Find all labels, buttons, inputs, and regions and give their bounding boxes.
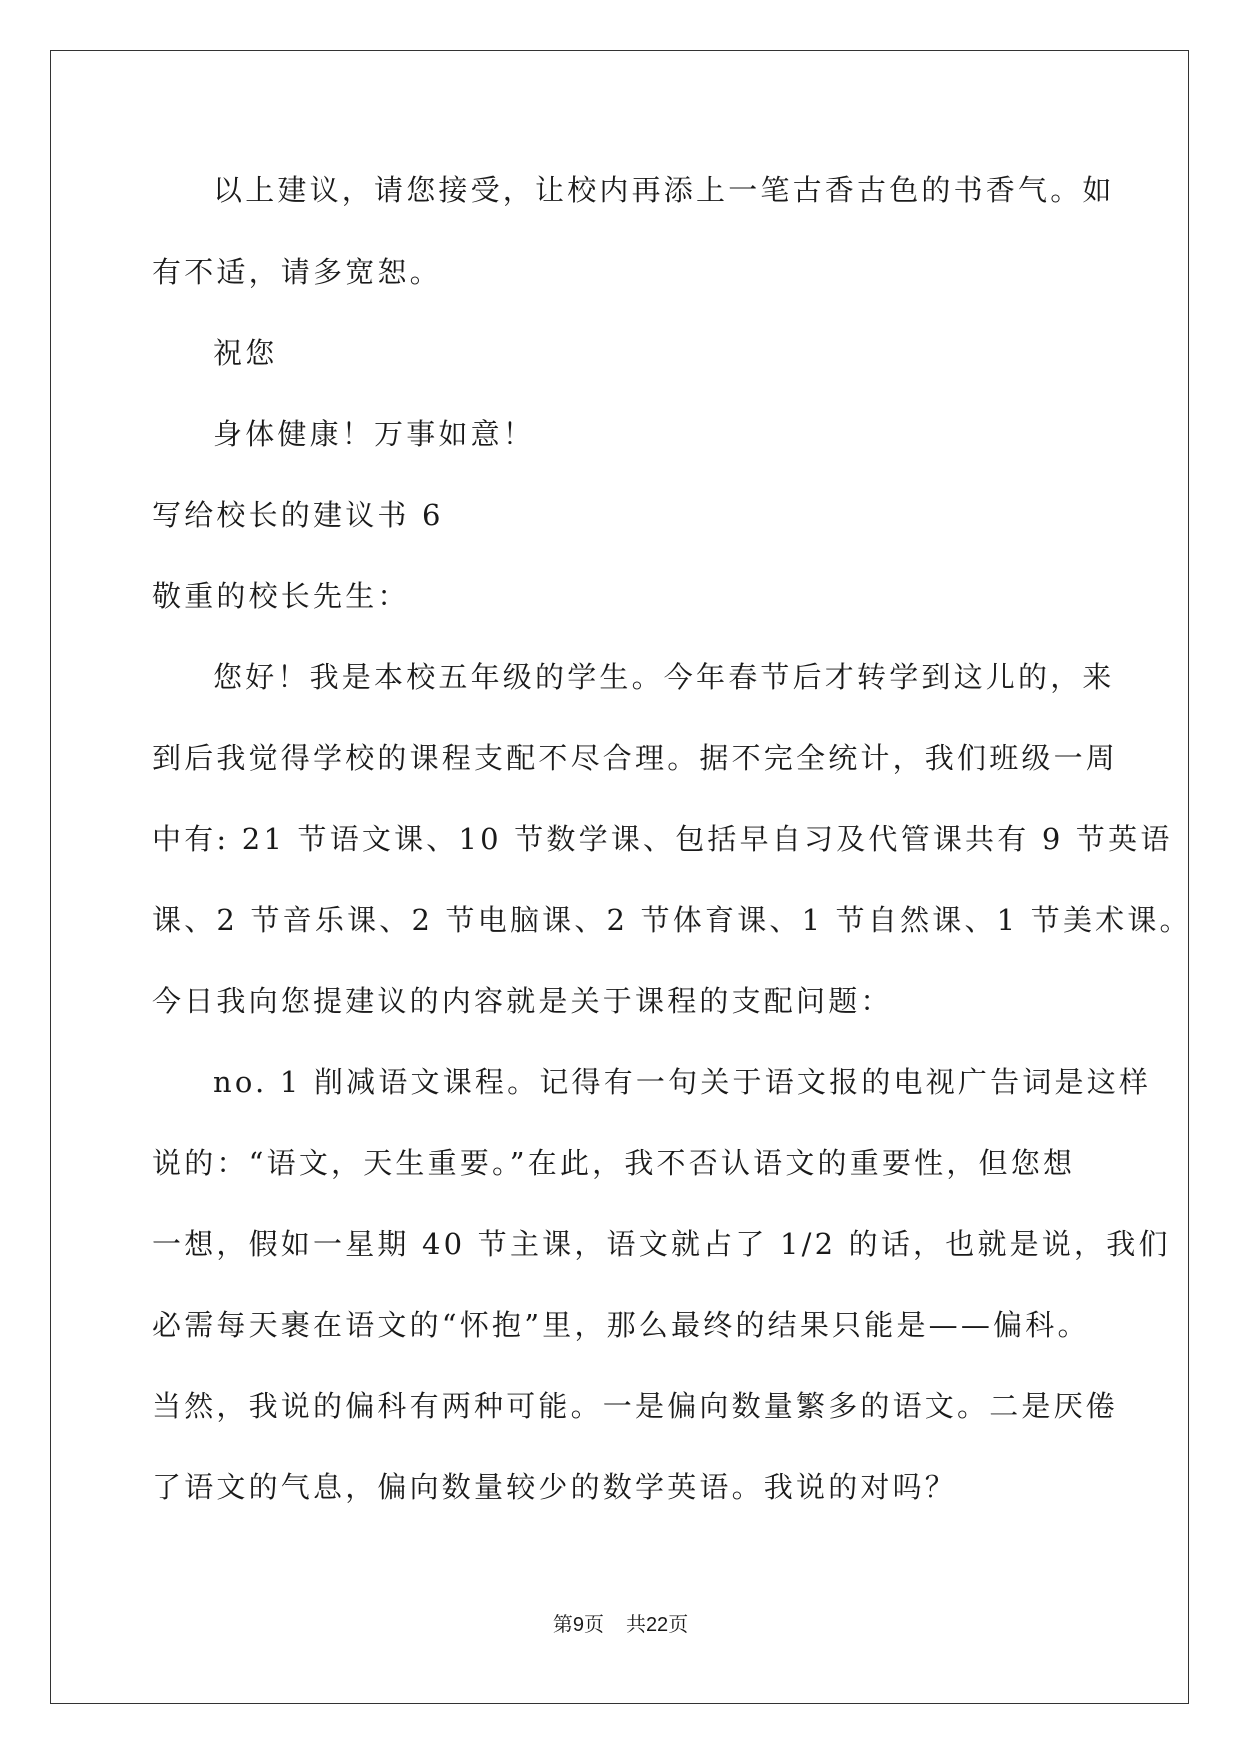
body-line: 必需每天裹在语文的“怀抱”里，那么最终的结果只能是——偏科。	[152, 1308, 1090, 1342]
body-line: 了语文的气息，偏向数量较少的数学英语。我说的对吗？	[152, 1470, 958, 1504]
closing-blessing: 身体健康！万事如意！	[213, 417, 536, 451]
body-line: no. 1 削减语文课程。记得有一句关于语文报的电视广告词是这样	[213, 1065, 1152, 1099]
closing-wish: 祝您	[213, 336, 278, 370]
section-title: 写给校长的建议书 6	[152, 498, 444, 532]
body-line: 今日我向您提建议的内容就是关于课程的支配问题：	[152, 984, 893, 1018]
body-line: 当然，我说的偏科有两种可能。一是偏向数量繁多的语文。二是厌倦	[152, 1389, 1119, 1423]
body-line: 中有: 21 节语文课、10 节数学课、包括早自习及代管课共有 9 节英语	[152, 822, 1173, 856]
total-prefix: 共	[625, 1612, 646, 1636]
page-unit: 页	[583, 1612, 604, 1636]
page-footer	[0, 1612, 1241, 1637]
page-prefix: 第	[552, 1612, 573, 1636]
page-number: 9	[572, 1614, 584, 1636]
page-border	[50, 50, 1189, 1704]
total-unit: 页	[668, 1612, 689, 1636]
salutation: 敬重的校长先生：	[152, 579, 410, 613]
body-line: 说的：“语文，天生重要。”在此，我不否认语文的重要性，但您想	[152, 1146, 1076, 1180]
total-pages: 22	[645, 1614, 669, 1636]
body-line: 有不适，请多宽恕。	[152, 255, 442, 289]
body-line: 您好！我是本校五年级的学生。今年春节后才转学到这儿的，来	[213, 660, 1115, 694]
body-line: 课、2 节音乐课、2 节电脑课、2 节体育课、1 节自然课、1 节美术课。	[152, 903, 1192, 937]
body-line: 一想，假如一星期 40 节主课，语文就占了 1/2 的话，也就是说，我们	[152, 1227, 1171, 1261]
body-line: 以上建议，请您接受，让校内再添上一笔古香古色的书香气。如	[213, 173, 1115, 207]
body-line: 到后我觉得学校的课程支配不尽合理。据不完全统计，我们班级一周	[152, 741, 1119, 775]
